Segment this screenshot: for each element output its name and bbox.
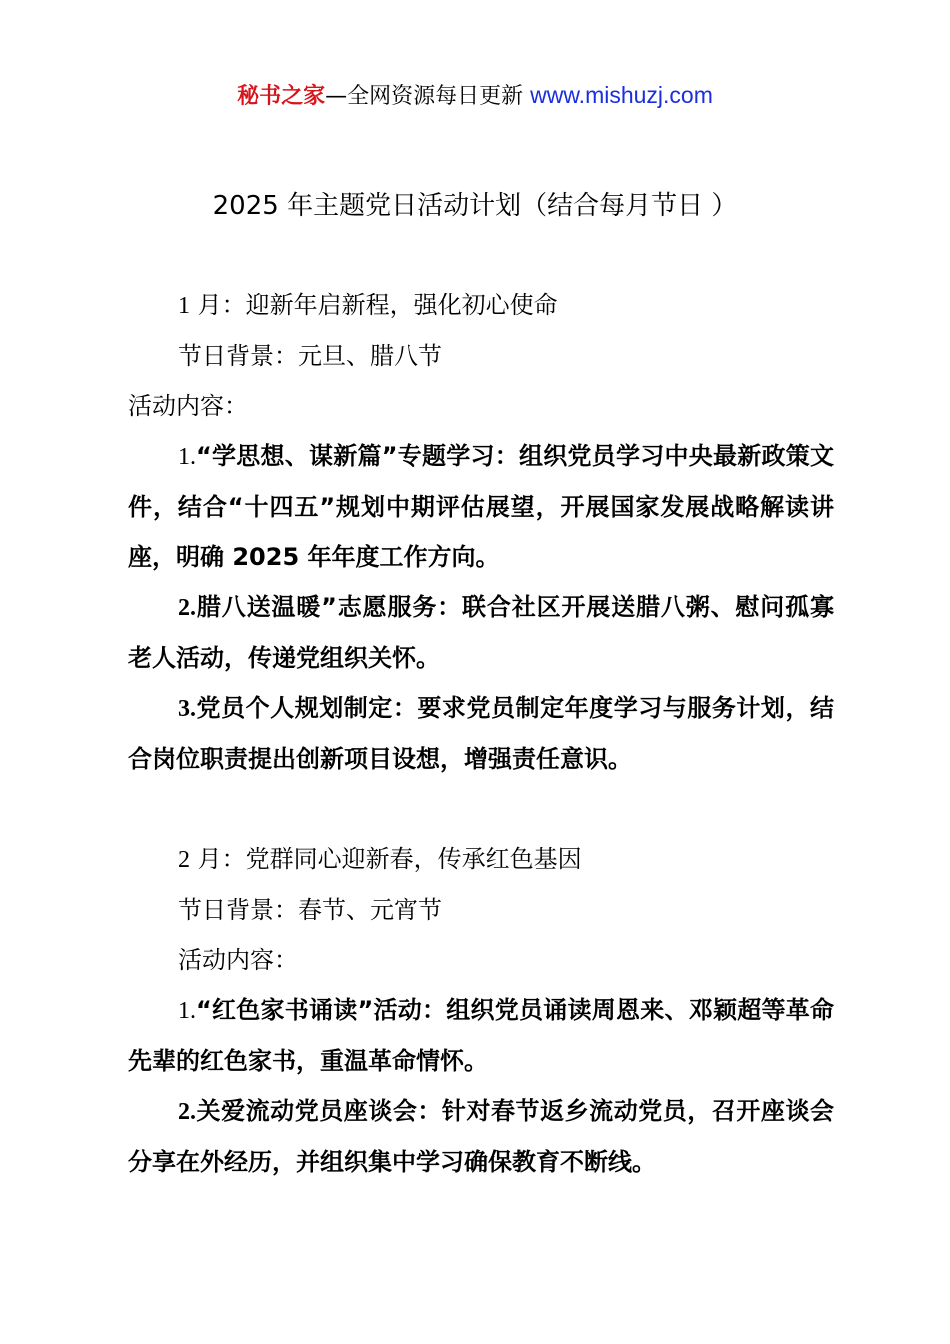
festival-background: 节日背景：元旦、腊八节 bbox=[178, 342, 442, 370]
section-gap bbox=[128, 784, 834, 834]
document-body bbox=[128, 280, 834, 1187]
activity-item: 2.腊八送温暖”志愿服务：联合社区开展送腊八粥、慰问孤寡老人活动，传递党组织关怀。 bbox=[128, 593, 834, 672]
brand-name: 秘书之家 bbox=[237, 84, 326, 109]
activities-label: 活动内容： bbox=[178, 946, 298, 974]
document-title: 2025 年主题党日活动计划（结合每月节日 ） bbox=[212, 191, 738, 221]
brand-tagline: —全网资源每日更新 bbox=[325, 84, 524, 109]
activity-item: 2.关爱流动党员座谈会：针对春节返乡流动党员，召开座谈会分享在外经历，并组织集中学习确保教育不断线。 bbox=[128, 1097, 834, 1176]
activity-item: 1.“学思想、谋新篇”专题学习：组织党员学习中央最新政策文件，结合“十四五”规划中期评估展望，开展国家发展战略解读讲座，明确 2025 年年度工作方向。 bbox=[128, 442, 834, 571]
month-heading: 2 月：党群同心迎新春，传承红色基因 bbox=[178, 845, 582, 873]
activity-item: 1.“红色家书诵读”活动：组织党员诵读周恩来、邓颖超等革命先辈的红色家书，重温革命情怀。 bbox=[128, 996, 834, 1075]
site-header bbox=[0, 80, 950, 112]
site-url-link[interactable]: www.mishuzj.com bbox=[530, 82, 713, 108]
activity-item: 3.党员个人规划制定：要求党员制定年度学习与服务计划，结合岗位职责提出创新项目设想，增强责任意识。 bbox=[128, 694, 834, 773]
festival-background: 节日背景：春节、元宵节 bbox=[178, 896, 442, 924]
month-heading: 1 月：迎新年启新程，强化初心使命 bbox=[178, 291, 558, 319]
activities-label: 活动内容： bbox=[128, 392, 248, 420]
